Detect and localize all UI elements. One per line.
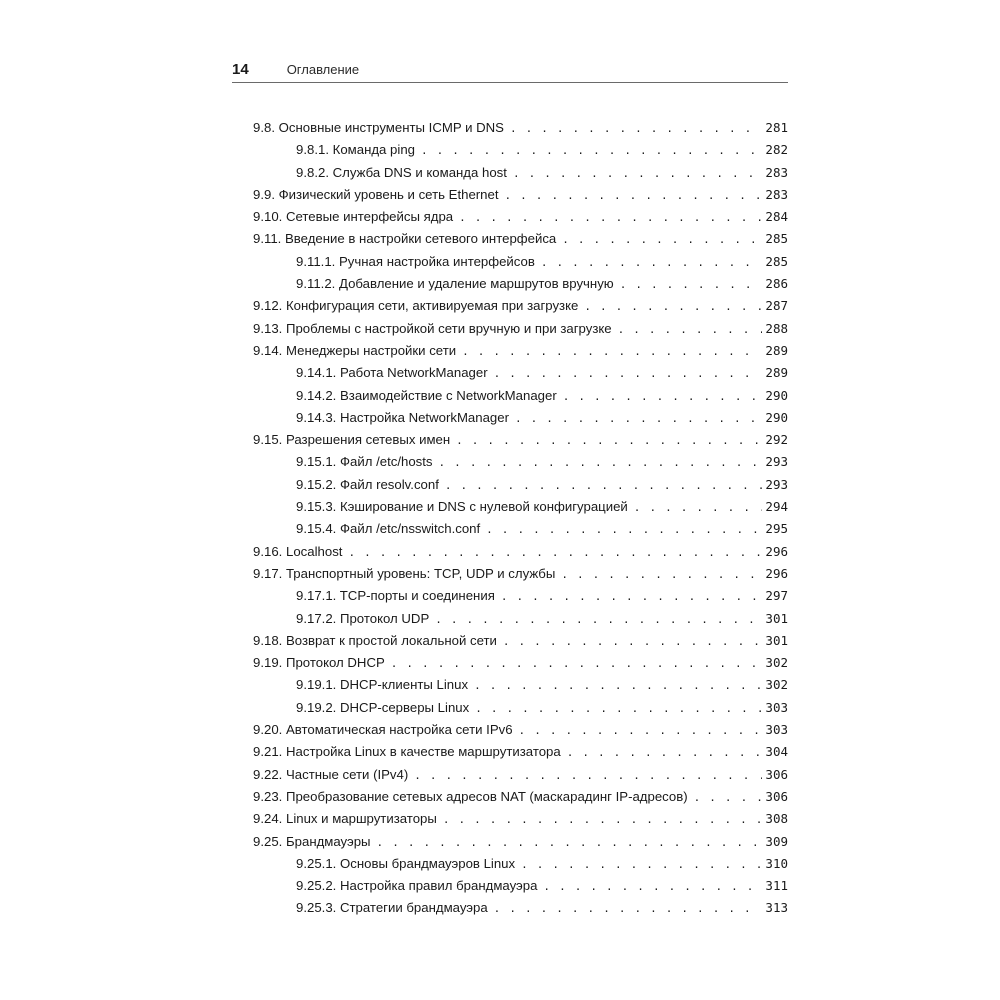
dot-leader bbox=[475, 698, 762, 719]
toc-entry-page: 306 bbox=[765, 766, 788, 782]
toc-entry[interactable] bbox=[253, 875, 788, 897]
toc-entry-title: 9.11.2. Добавление и удаление маршрутов вручную bbox=[296, 276, 614, 292]
toc-entry-title: 9.17.1. TCP-порты и соединения bbox=[296, 588, 495, 604]
toc-entry-page: 289 bbox=[765, 365, 788, 381]
toc-entry[interactable] bbox=[253, 228, 788, 250]
dot-leader bbox=[445, 475, 763, 496]
dot-leader bbox=[541, 252, 763, 273]
toc-entry[interactable] bbox=[253, 741, 788, 763]
toc-entry[interactable] bbox=[253, 162, 788, 184]
toc-entry-page: 283 bbox=[765, 186, 788, 202]
toc-entry[interactable] bbox=[253, 608, 788, 630]
toc-entry-page: 304 bbox=[765, 744, 788, 760]
toc-entry[interactable] bbox=[253, 563, 788, 585]
toc-entry[interactable] bbox=[253, 674, 788, 696]
dot-leader bbox=[519, 720, 763, 741]
toc-entry[interactable] bbox=[253, 496, 788, 518]
dot-leader bbox=[503, 631, 763, 652]
dot-leader bbox=[510, 118, 762, 139]
toc-entry-title: 9.25.3. Стратегии брандмауэра bbox=[296, 900, 488, 916]
toc-entry-title: 9.25.1. Основы брандмауэров Linux bbox=[296, 855, 516, 871]
toc-entry[interactable] bbox=[253, 518, 788, 540]
toc-entry-title: 9.15.2. Файл resolv.conf bbox=[296, 476, 439, 492]
dot-leader bbox=[377, 832, 763, 853]
toc-entry-page: 297 bbox=[765, 588, 788, 604]
dot-leader bbox=[694, 787, 763, 808]
toc-entry-page: 285 bbox=[765, 231, 788, 247]
toc-entry[interactable] bbox=[253, 429, 788, 451]
toc-entry-title: 9.24. Linux и маршрутизаторы bbox=[253, 811, 437, 827]
toc-entry[interactable] bbox=[253, 719, 788, 741]
toc-entry-title: 9.15.4. Файл /etc/nsswitch.conf bbox=[296, 521, 481, 537]
toc-entry-title: 9.11. Введение в настройки сетевого интерфейса bbox=[253, 231, 557, 247]
toc-entry-page: 309 bbox=[765, 833, 788, 849]
dot-leader bbox=[521, 854, 762, 875]
toc-entry[interactable] bbox=[253, 385, 788, 407]
toc-entry[interactable] bbox=[253, 697, 788, 719]
toc-entry-title: 9.14.2. Взаимодействие с NetworkManager bbox=[296, 387, 557, 403]
toc-entry-page: 303 bbox=[765, 699, 788, 715]
toc-entry[interactable] bbox=[253, 407, 788, 429]
toc-entry[interactable] bbox=[253, 474, 788, 496]
dot-leader bbox=[563, 386, 763, 407]
toc-entry-title: 9.13. Проблемы с настройкой сети вручную и при загрузке bbox=[253, 320, 612, 336]
toc-entry-title: 9.18. Возврат к простой локальной сети bbox=[253, 632, 497, 648]
toc-entry-page: 290 bbox=[765, 409, 788, 425]
dot-leader bbox=[439, 452, 763, 473]
toc-entry-title: 9.15. Разрешения сетевых имен bbox=[253, 432, 451, 448]
toc-entry-page: 311 bbox=[765, 878, 788, 894]
toc-entry-page: 296 bbox=[765, 565, 788, 581]
toc-entry[interactable] bbox=[253, 541, 788, 563]
toc-entry-page: 308 bbox=[765, 811, 788, 827]
toc-entry-page: 293 bbox=[765, 454, 788, 470]
dot-leader bbox=[421, 140, 762, 161]
toc-entry-page: 313 bbox=[765, 900, 788, 916]
toc-entry-page: 296 bbox=[765, 543, 788, 559]
toc-entry-page: 282 bbox=[765, 142, 788, 158]
toc-entry[interactable] bbox=[253, 206, 788, 228]
page-header bbox=[232, 60, 788, 83]
toc-entry[interactable] bbox=[253, 451, 788, 473]
dot-leader bbox=[620, 274, 763, 295]
dot-leader bbox=[505, 185, 763, 206]
toc-entry[interactable] bbox=[253, 117, 788, 139]
toc-entry-page: 287 bbox=[765, 298, 788, 314]
toc-entry[interactable] bbox=[253, 251, 788, 273]
toc-entry-title: 9.21. Настройка Linux в качестве маршрутизатора bbox=[253, 744, 561, 760]
toc-entry-page: 284 bbox=[765, 209, 788, 225]
toc-entry-title: 9.20. Автоматическая настройка сети IPv6 bbox=[253, 722, 513, 738]
dot-leader bbox=[494, 363, 763, 384]
dot-leader bbox=[562, 229, 762, 250]
toc-entry[interactable] bbox=[253, 764, 788, 786]
toc-entry[interactable] bbox=[253, 786, 788, 808]
toc-entry-page: 294 bbox=[765, 499, 788, 515]
toc-entry-title: 9.14. Менеджеры настройки сети bbox=[253, 342, 457, 358]
toc-entry-page: 310 bbox=[765, 855, 788, 871]
toc-entry[interactable] bbox=[253, 139, 788, 161]
toc-entry-page: 293 bbox=[765, 476, 788, 492]
dot-leader bbox=[584, 296, 762, 317]
dot-leader bbox=[513, 163, 762, 184]
toc-entry[interactable] bbox=[253, 318, 788, 340]
toc-entry-title: 9.25. Брандмауэры bbox=[253, 833, 371, 849]
toc-entry-title: 9.17.2. Протокол UDP bbox=[296, 610, 430, 626]
dot-leader bbox=[567, 742, 763, 763]
toc-entry[interactable] bbox=[253, 273, 788, 295]
toc-entry-page: 292 bbox=[765, 432, 788, 448]
dot-leader bbox=[561, 564, 762, 585]
toc-entry[interactable] bbox=[253, 295, 788, 317]
toc-entry-title: 9.12. Конфигурация сети, активируемая при загрузке bbox=[253, 298, 579, 314]
dot-leader bbox=[474, 675, 762, 696]
toc-entry-page: 306 bbox=[765, 788, 788, 804]
toc-entry-title: 9.15.1. Файл /etc/hosts bbox=[296, 454, 433, 470]
toc-entry[interactable] bbox=[253, 897, 788, 919]
dot-leader bbox=[456, 430, 762, 451]
toc-entry-title: 9.22. Частные сети (IPv4) bbox=[253, 766, 409, 782]
toc-entry-title: 9.19.1. DHCP-клиенты Linux bbox=[296, 677, 469, 693]
toc-entry-title: 9.19.2. DHCP-серверы Linux bbox=[296, 699, 470, 715]
toc-entry[interactable] bbox=[253, 340, 788, 362]
toc-entry[interactable] bbox=[253, 831, 788, 853]
toc-entry-page: 302 bbox=[765, 677, 788, 693]
toc-entry[interactable] bbox=[253, 808, 788, 830]
toc-entry-page: 302 bbox=[765, 655, 788, 671]
page-number: 14 bbox=[232, 61, 249, 78]
toc-entry-page: 286 bbox=[765, 276, 788, 292]
table-of-contents bbox=[253, 117, 788, 920]
toc-entry-title: 9.15.3. Кэширование и DNS с нулевой конфигурацией bbox=[296, 499, 628, 515]
dot-leader bbox=[501, 586, 763, 607]
toc-entry[interactable] bbox=[253, 652, 788, 674]
toc-entry-page: 303 bbox=[765, 722, 788, 738]
dot-leader bbox=[459, 207, 762, 228]
toc-entry-page: 288 bbox=[765, 320, 788, 336]
running-head: Оглавление bbox=[286, 62, 360, 77]
toc-entry-page: 283 bbox=[765, 164, 788, 180]
toc-entry-title: 9.14.1. Работа NetworkManager bbox=[296, 365, 488, 381]
toc-entry-page: 301 bbox=[765, 610, 788, 626]
toc-entry[interactable] bbox=[253, 630, 788, 652]
toc-entry-page: 290 bbox=[765, 387, 788, 403]
toc-entry-title: 9.14.3. Настройка NetworkManager bbox=[296, 409, 509, 425]
dot-leader bbox=[462, 341, 762, 362]
toc-entry-page: 301 bbox=[765, 632, 788, 648]
dot-leader bbox=[515, 408, 762, 429]
dot-leader bbox=[435, 609, 762, 630]
toc-entry-page: 285 bbox=[765, 253, 788, 269]
toc-entry-title: 9.19. Протокол DHCP bbox=[253, 655, 385, 671]
toc-entry[interactable] bbox=[253, 184, 788, 206]
dot-leader bbox=[443, 809, 763, 830]
toc-entry-title: 9.11.1. Ручная настройка интерфейсов bbox=[296, 253, 535, 269]
dot-leader bbox=[391, 653, 763, 674]
dot-leader bbox=[494, 898, 763, 919]
toc-entry[interactable] bbox=[253, 853, 788, 875]
toc-entry-title: 9.10. Сетевые интерфейсы ядра bbox=[253, 209, 454, 225]
toc-entry[interactable] bbox=[253, 585, 788, 607]
toc-entry-title: 9.8.1. Команда ping bbox=[296, 142, 415, 158]
toc-entry-title: 9.16. Localhost bbox=[253, 543, 343, 559]
toc-entry-title: 9.23. Преобразование сетевых адресов NAT (маскарадинг IP-адресов) bbox=[253, 788, 688, 804]
toc-entry-title: 9.17. Транспортный уровень: TCP, UDP и службы bbox=[253, 565, 556, 581]
dot-leader bbox=[543, 876, 762, 897]
toc-entry-title: 9.8. Основные инструменты ICMP и DNS bbox=[253, 120, 504, 135]
dot-leader bbox=[486, 519, 762, 540]
toc-entry-title: 9.9. Физический уровень и сеть Ethernet bbox=[253, 186, 499, 202]
dot-leader bbox=[348, 542, 762, 563]
dot-leader bbox=[634, 497, 763, 518]
toc-entry-page: 295 bbox=[765, 521, 788, 537]
toc-entry-title: 9.25.2. Настройка правил брандмауэра bbox=[296, 878, 538, 894]
dot-leader bbox=[414, 765, 762, 786]
toc-entry-page: 281 bbox=[765, 120, 788, 135]
toc-entry-page: 289 bbox=[765, 342, 788, 358]
toc-entry[interactable] bbox=[253, 362, 788, 384]
toc-entry-title: 9.8.2. Служба DNS и команда host bbox=[296, 164, 507, 180]
dot-leader bbox=[618, 319, 763, 340]
